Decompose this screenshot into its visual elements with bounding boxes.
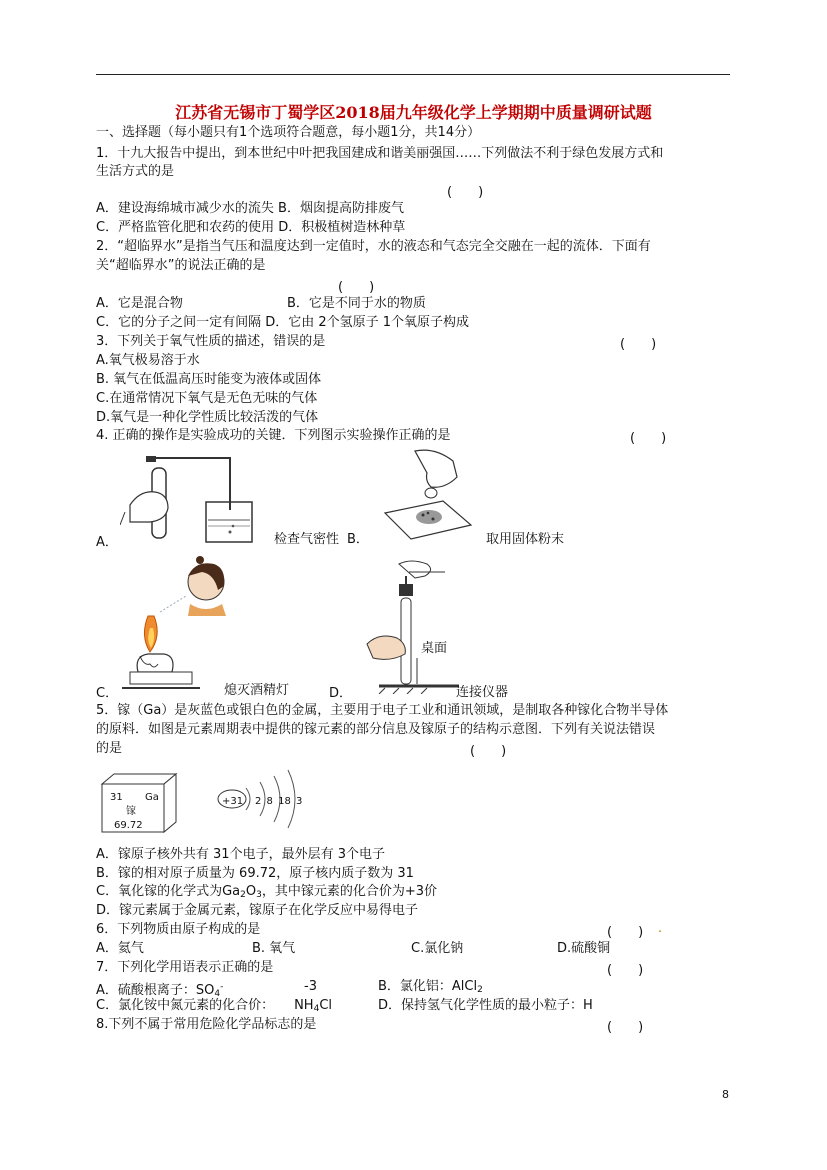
element-mass: 69.72 (114, 820, 143, 831)
q7-stem: 7．下列化学用语表示正确的是 (96, 960, 274, 975)
q2-stem-line2: 关“超临界水”的说法正确的是 (96, 258, 266, 273)
q5-stem-line1: 5．镓（Ga）是灰蓝色或银白色的金属，主要用于电子工业和通讯领域，是制取各种镓化合物半导体 (96, 703, 669, 718)
header-rule (96, 74, 730, 75)
q4-stem: 4. 正确的操作是实验成功的关键．下列图示实验操作正确的是 (96, 428, 451, 443)
figure-solid-powder (375, 447, 475, 542)
q5-stem-line2: 的原料．如图是元素周期表中提供的镓元素的部分信息及镓原子的结构示意图．下列有关说法错误 (96, 722, 656, 737)
q3-answer-paren: ( ) (620, 337, 657, 352)
q2-option-a: A．它是混合物 (96, 296, 183, 311)
q4-option-a-letter: A． (96, 535, 118, 550)
q7-option-d: D．保持氢气化学性质的最小粒子：H (378, 998, 593, 1013)
q8-stem: 8.下列不属于常用危险化学品标志的是 (96, 1017, 317, 1032)
q1-stem-line1: 1．十九大报告中提出，到本世纪中叶把我国建成和谐美丽强国……下列做法不利于绿色发展方式和 (96, 146, 664, 161)
q4-option-c-letter: C． (96, 686, 119, 701)
q4-option-a-caption: 检查气密性 (274, 532, 340, 547)
q3-stem: 3．下列关于氧气性质的描述，错误的是 (96, 334, 326, 349)
figure-airtightness-check (120, 450, 260, 550)
q4-option-d-letter: D． (329, 686, 353, 701)
q3-option-c: C.在通常情况下氧气是无色无味的气体 (96, 391, 318, 406)
q3-option-b: B. 氧气在低温高压时能变为液体或固体 (96, 372, 322, 387)
page-number: 8 (722, 1088, 729, 1101)
q6-option-c: C.氯化钠 (411, 941, 464, 956)
element-symbol: Ga (145, 792, 159, 803)
q2-option-b: B．它是不同于水的物质 (287, 296, 426, 311)
q2-options-cd: C．它的分子之间一定有间隔 D．它由 2个氢原子 1个氧原子构成 (96, 315, 470, 330)
q6-mark-dot: . (658, 921, 663, 936)
atom-nucleus: +31 (222, 796, 244, 807)
q2-stem-line1: 2．“超临界水”是指当气压和温度达到一定值时，水的液态和气态完全交融在一起的流体．下面有 (96, 239, 651, 254)
q7-option-a-valence: -3 (304, 979, 317, 994)
q1-answer-paren: ( ) (447, 185, 484, 200)
q8-answer-paren: ( ) (607, 1020, 644, 1035)
q5-option-b: B．镓的相对原子质量为 69.72，原子核内质子数为 31 (96, 866, 414, 881)
desk-label: 桌面 (421, 641, 448, 656)
q7-answer-paren: ( ) (607, 963, 644, 978)
q6-stem: 6．下列物质由原子构成的是 (96, 922, 261, 937)
q1-options-ab: A．建设海绵城市减少水的流失 B．烟囱提高防排废气 (96, 201, 404, 216)
q4-option-d-caption: 连接仪器 (456, 685, 509, 700)
q6-answer-paren: ( ) (607, 925, 644, 940)
q6-option-d: D.硫酸铜 (557, 941, 611, 956)
q1-stem-line2: 生活方式的是 (96, 164, 175, 179)
figure-alcohol-lamp (118, 556, 228, 696)
q4-option-b-caption: 取用固体粉末 (486, 532, 565, 547)
page-title: 江苏省无锡市丁蜀学区2018届九年级化学上学期期中质量调研试题 (175, 103, 652, 122)
q6-option-b: B. 氧气 (252, 941, 296, 956)
q7-option-a: A．硫酸根离子：$SO_4^-$ (96, 982, 224, 999)
q5-option-c: C．氧化镓的化学式为$Ga_2O_3$，其中镓元素的化合价为+3价 (96, 884, 437, 900)
q5-answer-paren: ( ) (470, 744, 507, 759)
q2-answer-paren: ( ) (338, 280, 375, 295)
q7-option-c: C．氯化铵中氮元素的化合价： $NH_4Cl$ (96, 998, 333, 1014)
q1-options-cd: C．严格监管化肥和农药的使用 D．积极植树造林种草 (96, 220, 406, 235)
atom-shells: 2 8 18 3 (255, 796, 303, 807)
q3-option-d: D.氧气是一种化学性质比较活泼的气体 (96, 410, 319, 425)
q4-answer-paren: ( ) (630, 431, 667, 446)
q3-option-a: A.氧气极易溶于水 (96, 353, 200, 368)
q5-option-d: D．镓元素属于金属元素，镓原子在化学反应中易得电子 (96, 903, 419, 918)
q5-option-a: A．镓原子核外共有 31个电子，最外层有 3个电子 (96, 847, 385, 862)
q6-option-a: A．氦气 (96, 941, 144, 956)
figure-connect-instruments (365, 558, 460, 694)
q4-option-b-letter: B． (347, 532, 369, 547)
element-name: 镓 (126, 806, 136, 817)
q5-stem-line3: 的是 (96, 741, 123, 756)
section-heading: 一、选择题（每小题只有1个选项符合题意，每小题1分，共14分） (96, 125, 481, 140)
q7-option-b: B．氯化铝：AlCl$_2$ (378, 979, 483, 995)
q4-option-c-caption: 熄灭酒精灯 (224, 683, 290, 698)
element-number: 31 (110, 792, 123, 803)
